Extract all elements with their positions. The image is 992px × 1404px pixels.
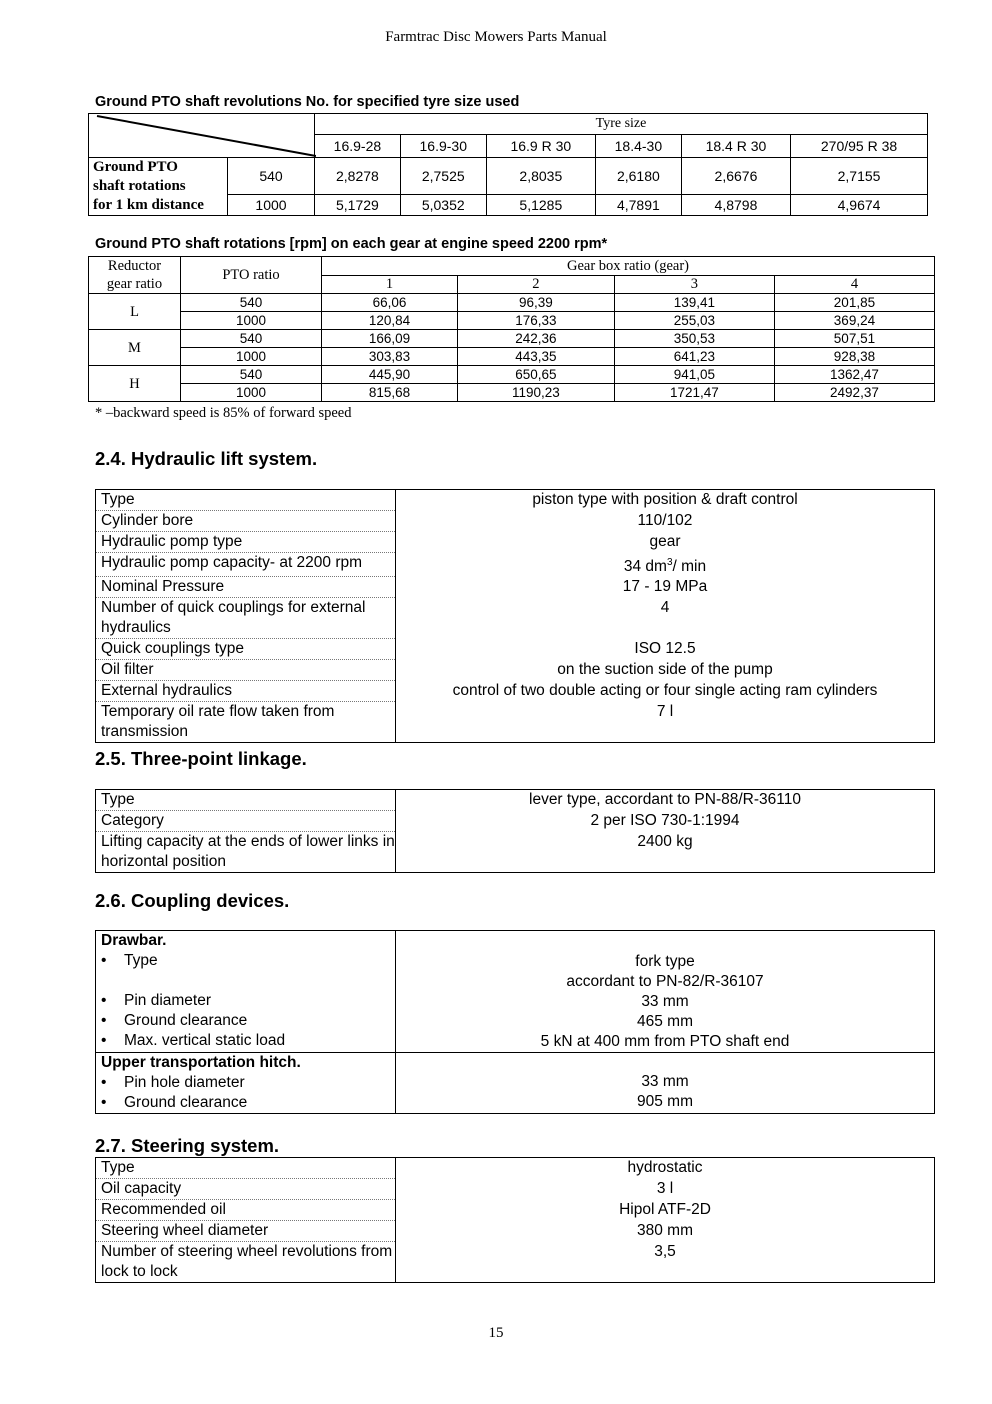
drawbar-title: Drawbar. [101, 932, 167, 949]
table-cell: 369,24 [774, 312, 934, 330]
spec-row [96, 811, 935, 832]
table-cell: 941,05 [614, 366, 774, 384]
table-cell: 2,6180 [595, 158, 681, 195]
spec-value: 5 kN at 400 mm from PTO shaft end [540, 1033, 790, 1050]
spec-value: 380 mm [396, 1221, 935, 1242]
spec-row [96, 532, 935, 553]
row-label [89, 158, 228, 216]
spec-value: 3 l [396, 1179, 935, 1200]
spec-row [96, 1158, 935, 1179]
tyre-column: 18.4 R 30 [681, 135, 790, 158]
table-cell: 928,38 [774, 348, 934, 366]
tyre-column: 18.4-30 [595, 135, 681, 158]
tyre-table-caption: Ground PTO shaft revolutions No. for specified tyre size used [95, 94, 520, 110]
spec-row [96, 1179, 935, 1200]
gear-column: 2 [457, 275, 614, 294]
page-header: Farmtrac Disc Mowers Parts Manual [385, 29, 607, 45]
spec-label: Cylinder bore [96, 511, 396, 532]
hitch-values [396, 1053, 935, 1114]
spec-row [96, 490, 935, 511]
gear-table-caption: Ground PTO shaft rotations [rpm] on each gear at engine speed 2200 rpm* [95, 236, 608, 252]
table-cell: 2,6676 [681, 158, 790, 195]
table-cell: 443,35 [457, 348, 614, 366]
spec-value: 33 mm [641, 993, 689, 1010]
gear-column: 1 [322, 275, 458, 294]
section-heading: 2.7. Steering system. [95, 1135, 280, 1156]
drawbar-block [96, 931, 396, 1053]
gear-table-footnote: * –backward speed is 85% of forward speed [95, 405, 352, 421]
pto-ratio: 540 [181, 294, 322, 312]
spec-value: 33 mm [641, 1073, 689, 1090]
table-row [89, 294, 935, 312]
spec-row [96, 577, 935, 598]
spec-row [96, 702, 935, 743]
spec-value: Hipol ATF-2D [396, 1200, 935, 1221]
diagonal-line [89, 114, 316, 158]
table-cell: 120,84 [322, 312, 458, 330]
reductor-header [89, 257, 181, 294]
spec-row [96, 511, 935, 532]
spec-label: Type [96, 790, 396, 811]
spec-value: control of two double acting or four single acting ram cylinders [396, 681, 935, 702]
table-row [89, 330, 935, 348]
table-cell: 815,68 [322, 384, 458, 402]
superscript: 3 [666, 556, 673, 568]
spec-value: gear [396, 532, 935, 553]
hydraulic-spec-table [95, 489, 935, 743]
spec-value: ISO 12.5 [396, 639, 935, 660]
spec-value: 2 per ISO 730-1:1994 [396, 811, 935, 832]
bullet-item: • Type [101, 951, 395, 991]
table-cell: 4,7891 [595, 195, 681, 216]
spec-value: 4 [396, 598, 935, 639]
spec-value: 110/102 [396, 511, 935, 532]
spec-label: External hydraulics [96, 681, 396, 702]
spec-row [96, 1200, 935, 1221]
gear-label: L [89, 294, 181, 330]
diagonal-header-cell [89, 114, 315, 158]
spec-value: 3,5 [396, 1242, 935, 1283]
table-row [89, 158, 928, 195]
table-cell: 1721,47 [614, 384, 774, 402]
pto-ratio: 540 [181, 330, 322, 348]
tyre-column: 16.9-28 [315, 135, 401, 158]
table-cell: 2,7525 [400, 158, 486, 195]
spec-row [96, 639, 935, 660]
table-cell: 1362,47 [774, 366, 934, 384]
table-cell: 5,1729 [315, 195, 401, 216]
spec-row [96, 553, 935, 577]
row-label-line: for 1 km distance [93, 197, 204, 213]
drawbar-values [396, 931, 935, 1053]
steering-spec-table [95, 1157, 935, 1283]
tyre-pto-table [88, 113, 928, 216]
table-cell: 4,9674 [791, 195, 928, 216]
spec-label: Hydraulic pomp capacity- at 2200 rpm [96, 553, 396, 577]
table-cell: 255,03 [614, 312, 774, 330]
spec-value: fork type [635, 953, 695, 970]
table-cell: 242,36 [457, 330, 614, 348]
table-cell: 201,85 [774, 294, 934, 312]
header-line: Reductor [107, 258, 162, 274]
row-label-line: Ground PTO [93, 159, 178, 175]
gear-column: 3 [614, 275, 774, 294]
table-cell: 4,8798 [681, 195, 790, 216]
table-cell: 5,1285 [486, 195, 595, 216]
pto-ratio-header: PTO ratio [181, 257, 322, 294]
row-label-line: shaft rotations [93, 178, 186, 194]
spec-row [96, 598, 935, 639]
tyre-column: 16.9-30 [400, 135, 486, 158]
table-cell: 5,0352 [400, 195, 486, 216]
section-heading: 2.5. Three-point linkage. [95, 748, 307, 769]
gear-column: 4 [774, 275, 934, 294]
value-text: 34 dm [623, 557, 667, 575]
spec-label: Steering wheel diameter [96, 1221, 396, 1242]
spec-value: piston type with position & draft control [396, 490, 935, 511]
spec-label: Recommended oil [96, 1200, 396, 1221]
header-line: gear ratio [106, 276, 163, 292]
table-cell: 2,8278 [315, 158, 401, 195]
spec-value: 17 - 19 MPa [396, 577, 935, 598]
pto-ratio: 1000 [181, 348, 322, 366]
spec-value [396, 553, 935, 577]
table-cell: 445,90 [322, 366, 458, 384]
spec-label: Number of quick couplings for external hydraulics [96, 598, 396, 639]
tyre-size-header: Tyre size [315, 114, 928, 135]
spec-label: Category [96, 811, 396, 832]
coupling-spec-table [95, 930, 935, 1114]
spec-label: Oil capacity [96, 1179, 396, 1200]
bullet-item: • Pin diameter [101, 991, 395, 1011]
spec-row [96, 790, 935, 811]
spec-label: Hydraulic pomp type [96, 532, 396, 553]
bullet-item: • Ground clearance [101, 1093, 395, 1113]
pto-ratio: 540 [228, 158, 315, 195]
table-cell: 350,53 [614, 330, 774, 348]
table-cell: 166,09 [322, 330, 458, 348]
spec-value: 2400 kg [396, 832, 935, 873]
spec-row [96, 660, 935, 681]
section-heading: 2.4. Hydraulic lift system. [95, 448, 318, 469]
spec-value: accordant to PN-82/R-36107 [566, 973, 764, 990]
table-cell: 2,8035 [486, 158, 595, 195]
spec-label: Quick couplings type [96, 639, 396, 660]
spec-value: lever type, accordant to PN-88/R-36110 [396, 790, 935, 811]
spec-row [96, 1053, 935, 1114]
gearbox-header: Gear box ratio (gear) [322, 257, 935, 276]
table-row [89, 384, 935, 402]
table-row [89, 366, 935, 384]
gear-rpm-table [88, 256, 935, 402]
table-cell: 303,83 [322, 348, 458, 366]
table-cell: 66,06 [322, 294, 458, 312]
table-row [89, 348, 935, 366]
table-cell: 650,65 [457, 366, 614, 384]
value-suffix: / min [672, 557, 707, 575]
hitch-title: Upper transportation hitch. [101, 1054, 301, 1071]
table-cell: 641,23 [614, 348, 774, 366]
spec-label: Number of steering wheel revolutions from lock to lock [96, 1242, 396, 1283]
hitch-block [96, 1053, 396, 1114]
table-cell: 2492,37 [774, 384, 934, 402]
table-row [89, 312, 935, 330]
pto-ratio: 540 [181, 366, 322, 384]
spec-label: Lifting capacity at the ends of lower links in horizontal position [96, 832, 396, 873]
spec-row [96, 832, 935, 873]
spec-row [96, 1242, 935, 1283]
spec-row [96, 1221, 935, 1242]
linkage-spec-table [95, 789, 935, 873]
spec-value: 905 mm [637, 1093, 693, 1110]
pto-ratio: 1000 [181, 312, 322, 330]
gear-label: H [89, 366, 181, 402]
tyre-column: 16.9 R 30 [486, 135, 595, 158]
spec-value: on the suction side of the pump [396, 660, 935, 681]
table-cell: 507,51 [774, 330, 934, 348]
table-cell: 176,33 [457, 312, 614, 330]
spec-label: Nominal Pressure [96, 577, 396, 598]
spec-label: Type [96, 1158, 396, 1179]
spec-value: 7 l [396, 702, 935, 743]
spec-value: hydrostatic [396, 1158, 935, 1179]
spec-label: Temporary oil rate flow taken from transmission [96, 702, 396, 743]
section-heading: 2.6. Coupling devices. [95, 890, 290, 911]
spec-label: Type [96, 490, 396, 511]
spec-label: Oil filter [96, 660, 396, 681]
table-cell: 2,7155 [791, 158, 928, 195]
bullet-item: • Pin hole diameter [101, 1073, 395, 1093]
pto-ratio: 1000 [228, 195, 315, 216]
spec-row [96, 681, 935, 702]
spec-row [96, 931, 935, 1053]
page-number: 15 [488, 1325, 504, 1341]
spec-value: 465 mm [637, 1013, 693, 1030]
table-cell: 139,41 [614, 294, 774, 312]
table-cell: 96,39 [457, 294, 614, 312]
pto-ratio: 1000 [181, 384, 322, 402]
table-cell: 1190,23 [457, 384, 614, 402]
gear-label: M [89, 330, 181, 366]
bullet-item: • Max. vertical static load [101, 1031, 395, 1051]
bullet-item: • Ground clearance [101, 1011, 395, 1031]
tyre-column: 270/95 R 38 [791, 135, 928, 158]
